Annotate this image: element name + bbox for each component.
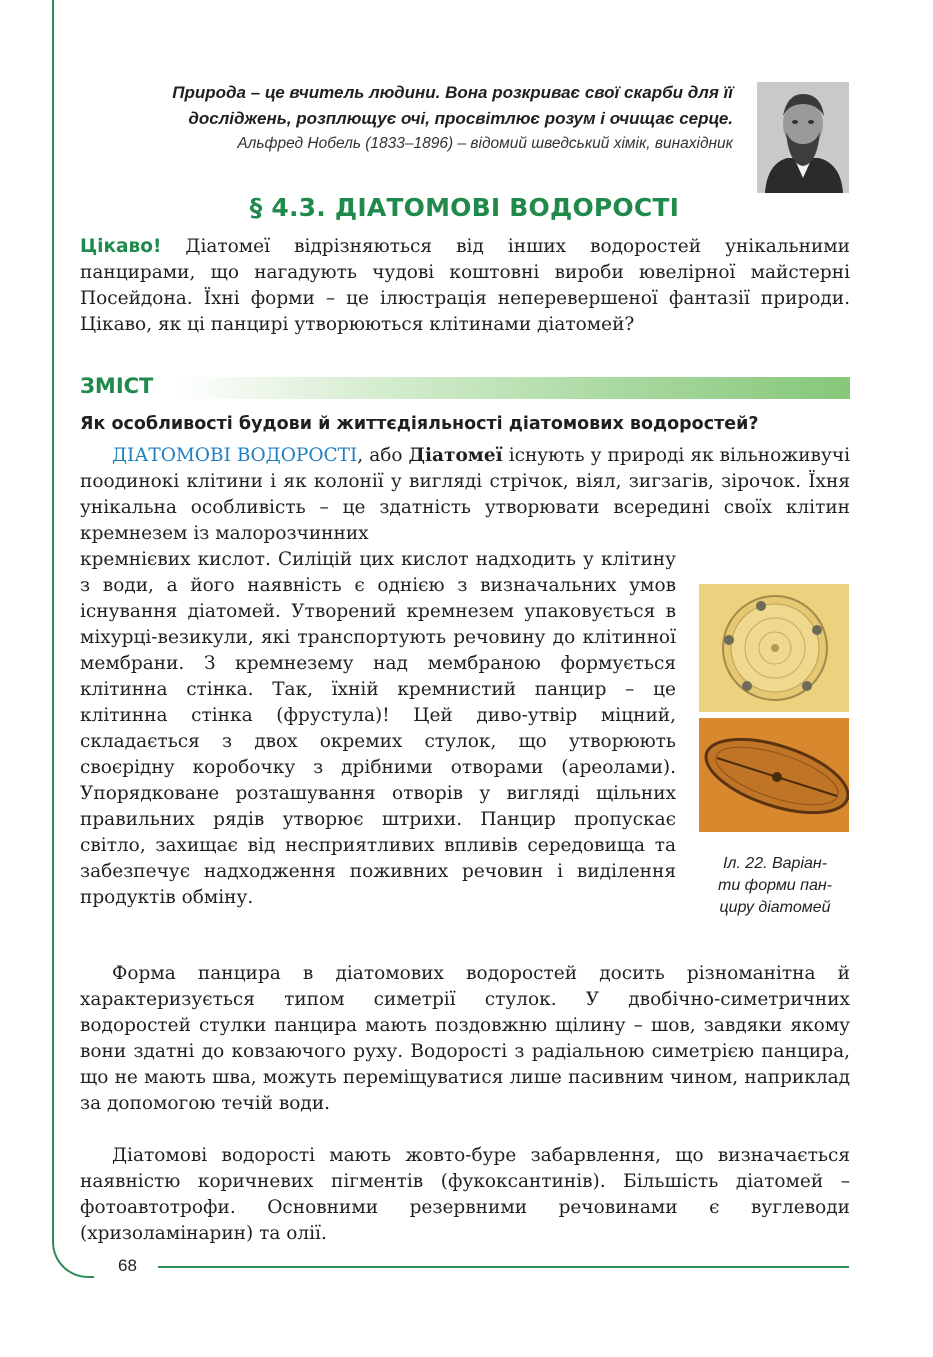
figure-caption bbox=[696, 853, 854, 919]
bilateral-diatom-photo bbox=[699, 718, 849, 832]
intro-text: Діатомеї відрізняються від інших водоростей унікальними панцирами, що нагадують чудові коштовні вироби ювелірної майстерні Посейдона. Їхні форми – це ілюстрація неперевершеної фантазії природи. Цікаво, як ці панцирі утворюються клітинами діатомей? bbox=[80, 236, 850, 335]
paragraph-2: Форма панцира в діатомових водоростей досить різноманітна й характеризується типом симетрії стулок. У двобічно-симетричних водоростей стулки панцира мають поздовжню щілину – шов, завдяки якому вони здатні до ковзаючого руху. Водорості з радіальною симетрією панцира, що не мають шва, можуть переміщуватися лише пасивним чином, наприклад за допомогою течій води. bbox=[80, 963, 850, 1114]
epigraph-quote-line-2: досліджень, розплющує очі, просвітлює розум і очищає серце. bbox=[188, 109, 733, 128]
content-title: ЗМІСТ bbox=[80, 374, 154, 398]
paragraph-1-wrap: кремнієвих кислот. Силіцій цих кислот надходить у клітину з води, а його наявність є однією з визначальних умов існування діатомей. Утворений кремнезем упаковується в міхурці-везикули, які транспортують речовину до клітинної мембрани. З кремнезему над мембраною формується клітинна стінка. Так, їхній кремнистий панцир – це клітинна стінка (фрустула)! Цей диво-утвір міцний, складається з двох окремих стулок, що утворюють своєрідну коробочку з дрібними отворами (ареолами). Упорядковане розташування отворів у вигляді щільних правильних рядів утворює штрихи. Панцир пропускає світло, захищає від несприятливих впливів середовища та забезпечує надходження поживних речовин і виділення продуктів обміну. bbox=[80, 549, 676, 908]
bilateral-diatom-illustration bbox=[699, 718, 849, 832]
paragraph-1-text-a: існують у природі як вільноживучі поодинокі клітини і як колонії у вигляді стрічок, віял, зигзагів, зірочок. Їхня унікальна особливість – це здатність утворювати всередині своїх клітин кремнезем із малорозчинних bbox=[80, 445, 851, 544]
figure-caption-line-1: Іл. 22. Варіан- bbox=[722, 855, 828, 872]
intro-lead: Цікаво! bbox=[80, 236, 162, 257]
paragraph-3: Діатомові водорості мають жовто-буре забарвлення, що визначається наявністю коричневих пігментів (фукоксантинів). Більшість діатомей – фотоавтотрофи. Основними резервними речовинами є вуглеводи (хризоламінарин) та олії. bbox=[80, 1145, 850, 1244]
radial-diatom-photo bbox=[699, 584, 849, 712]
nobel-portrait-image bbox=[757, 82, 849, 193]
paragraph-1-top bbox=[80, 443, 850, 547]
epigraph bbox=[113, 80, 733, 156]
epigraph-author: Альфред Нобель (1833–1896) – відомий шведський хімік, винахідник bbox=[237, 135, 733, 152]
figure-caption-line-2: ти форми пан- bbox=[718, 877, 832, 894]
section-title: § 4.3. ДІАТОМОВІ ВОДОРОСТІ bbox=[249, 193, 680, 222]
radial-diatom-illustration bbox=[699, 584, 849, 712]
portrait-illustration bbox=[757, 82, 849, 193]
figure-caption-line-3: циру діатомей bbox=[719, 899, 831, 916]
paragraph-1-connector: , або bbox=[357, 445, 409, 466]
key-question: Як особливості будови й життєдіяльності діатомових водоростей? bbox=[80, 414, 759, 434]
footer-rule bbox=[158, 1266, 849, 1268]
term-diatomei: Діатомеї bbox=[408, 445, 503, 466]
term-diatoms: ДІАТОМОВІ ВОДОРОСТІ bbox=[112, 445, 358, 466]
intro-paragraph bbox=[80, 234, 850, 338]
content-header-bar bbox=[80, 377, 850, 399]
epigraph-quote-line-1: Природа – це вчитель людини. Вона розкриває свої скарби для її bbox=[172, 83, 733, 102]
page-number: 68 bbox=[118, 1256, 137, 1275]
